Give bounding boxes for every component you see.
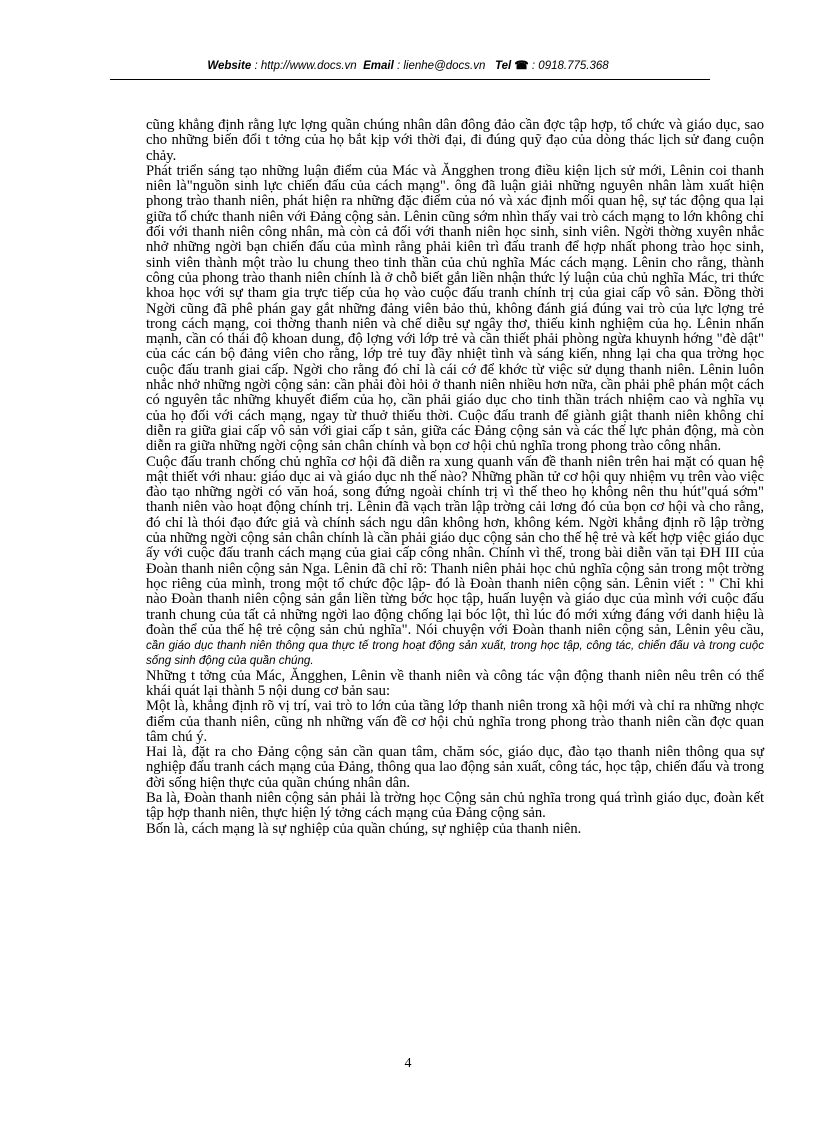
website-url: : http://www.docs.vn: [254, 60, 357, 72]
paragraph-3: [146, 455, 764, 669]
paragraph-2: Phát triển sáng tạo những luận điểm của Mác và Ăngghen trong điều kiện lịch sử mới, Lênin coi thanh niên là"nguồn sinh lực chiến đấu của cách mạng". ông đã luận giải những nguyên nhân làm xuất hiện phong trào thanh niên, phát hiện ra những đặc điểm của nó và xác định mối quan hệ, sự tác động qua lại giữa tổ chức thanh niên với Đảng cộng sản. Lênin cũng sớm nhìn thấy vai trò cách mạng to lớn không chỉ đối với thanh niên công nhân, mà còn cả đối với thanh niên học sinh, sinh viên. Ngời thờng xuyên nhắc nhở những ngời bạn chiến đấu của mình rằng phải kiên trì đấu tranh để hợp nhất phong trào học sinh, sinh viên thành một trào lu chung theo tinh thần của chủ nghĩa Mác cách mạng. Lênin cho rằng, thành công của phong trào thanh niên chính là ở chỗ biết gắn liền nhận thức lý luận của chủ nghĩa Mác, tri thức khoa học với sự tham gia trực tiếp của họ vào cuộc đấu tranh chính trị của giai cấp vô sản. Đồng thời Ngời cũng đã phê phán gay gắt những đảng viên bảo thủ, không đánh giá đúng vai trò của lực lợng trẻ trong cách mạng, coi thờng thanh niên và chế diễu sự ngây thơ, thiếu kinh nghiệm của họ. Lênin nhấn mạnh, cần có thái độ khoan dung, độ lợng với lớp trẻ và cần thiết phải phòng ngừa khuynh hớng "đè dật" của các cán bộ đảng viên cho rằng, lớp trẻ tuy đầy nhiệt tình và sáng kiến, nhng lại cha qua trờng học cuộc đấu tranh giai cấp. Ngời cho rằng đó chỉ là cái cớ để khớc từ việc sử dụng thanh niên. Lênin luôn nhắc nhở những ngời cộng sản: cần phải đòi hỏi ở thanh niên nhiều hơn nữa, cần phải phê phán một cách có nguyên tắc những khuyết điểm của họ, cần phải giáo dục cho tinh thần trách nhiệm cao và nghĩa vụ của họ đối với cách mạng, ngay từ thuở thiếu thời. Cuộc đấu tranh để giành giật thanh niên không chỉ diễn ra giữa giai cấp vô sản với giai cấp t sản, giữa các Đảng cộng sản và các thế lực phản động, mà còn diễn ra giữa những ngời cộng sản chân chính và bọn cơ hội chủ nghĩa trong phong trào công nhân.: [146, 162, 764, 455]
phone-icon: ☎: [514, 60, 529, 72]
email-label: Email: [363, 60, 394, 72]
paragraph-7: Ba là, Đoàn thanh niên cộng sản phải là trờng học Cộng sản chủ nghĩa trong quá trình giáo dục, đoàn kết tập hợp thanh niên, thực hiện lý tởng cách mạng của Đảng cộng sản.: [146, 790, 764, 822]
tel-label: Tel: [494, 60, 512, 72]
document-body: [146, 118, 764, 837]
paragraph-1: cũng khẳng định rằng lực lợng quần chúng nhân dân đông đảo cần đợc tập hợp, tổ chức và giáo dục, sao cho những biến đổi t tởng của họ bắt kịp với thời đại, đi đúng quỹ đạo của dòng thác lịch sử đang cuộn chảy.: [146, 117, 764, 164]
website-label: Website: [207, 60, 252, 72]
paragraph-8: Bốn là, cách mạng là sự nghiệp của quần chúng, sự nghiệp của thanh niên.: [146, 820, 582, 837]
page-header: [0, 58, 816, 72]
email-value: : lienhe@docs.vn: [396, 60, 486, 72]
tel-value: : 0918.775.368: [531, 60, 609, 72]
paragraph-3-text: Cuộc đấu tranh chống chủ nghĩa cơ hội đã diễn ra xung quanh vấn đề thanh niên trên hai mặt có quan hệ mật thiết với nhau: giáo dục ai và giáo dục nh thế nào? Những phần tử cơ hội quy nhiệm vụ trên vào việc đào tạo những ngời có văn hoá, song đứng ngoài chính trị vì thế theo họ không nên thu hút"quá sớm" thanh niên vào hoạt động chính trị. Lênin đã vạch trần lập trờng cải lơng đó của bọn cơ hội và cho rằng, đó chỉ là thói đạo đức giả và chính sách ngu dân không hơn, không kém. Ngời khẳng định rõ lập trờng của những ngời cộng sản chân chính là cần phải giáo dục cộng sản cho thế hệ trẻ và kết hợp việc giáo dục ấy với cuộc đấu tranh cách mạng của giai cấp công nhân. Chính vì thế, trong bài diễn văn tại ĐH III của Đoàn thanh niên cộng sản Nga. Lênin đã chỉ rõ: Thanh niên phải học chủ nghĩa cộng sản trong một trờng học riêng của mình, trong một tổ chức độc lập- đó là Đoàn thanh niên cộng sản. Lênin viết : " Chỉ khi nào Đoàn thanh niên cộng sản gắn liền từng bớc học tập, huấn luyện và giáo dục của mình với cuộc đấu tranh chung của tất cả những ngời lao động chống lại bóc lột, thì lúc đó mới xứng đáng với danh hiệu là đoàn thể của thế hệ trẻ cộng sản chủ nghĩa". Nói chuyện với Đoàn thanh niên cộng sản, Lênin yêu cầu,: [146, 453, 764, 638]
paragraph-5: Một là, khẳng định rõ vị trí, vai trò to lớn của tầng lớp thanh niên trong xã hội mới và chỉ ra những nhợc điểm của thanh niên, cũng nh những vấn đề cơ hội chủ nghĩa trong phong trào thanh niên cần đợc quan tâm chú ý.: [146, 698, 764, 745]
page-number: 4: [404, 1056, 412, 1071]
header-divider: [110, 79, 710, 80]
paragraph-4: Những t tởng của Mác, Ăngghen, Lênin về thanh niên và công tác vận động thanh niên nêu trên có thể khái quát lại thành 5 nội dung cơ bản sau:: [146, 667, 764, 699]
paragraph-6: Hai là, đặt ra cho Đảng cộng sản cần quan tâm, chăm sóc, giáo dục, đào tạo thanh niên thông qua sự nghiệp đấu tranh cách mạng của Đảng, thông qua lao động sản xuất, công tác, học tập, chiến đấu và trong đời sống hiện thực của quần chúng nhân dân.: [146, 744, 764, 791]
paragraph-3-italic-quote: cần giáo dục thanh niên thông qua thực tế trong hoạt động sản xuất, trong học tập, công tác, chiến đấu và trong cuộc sống sinh động của quần chúng.: [146, 639, 764, 668]
